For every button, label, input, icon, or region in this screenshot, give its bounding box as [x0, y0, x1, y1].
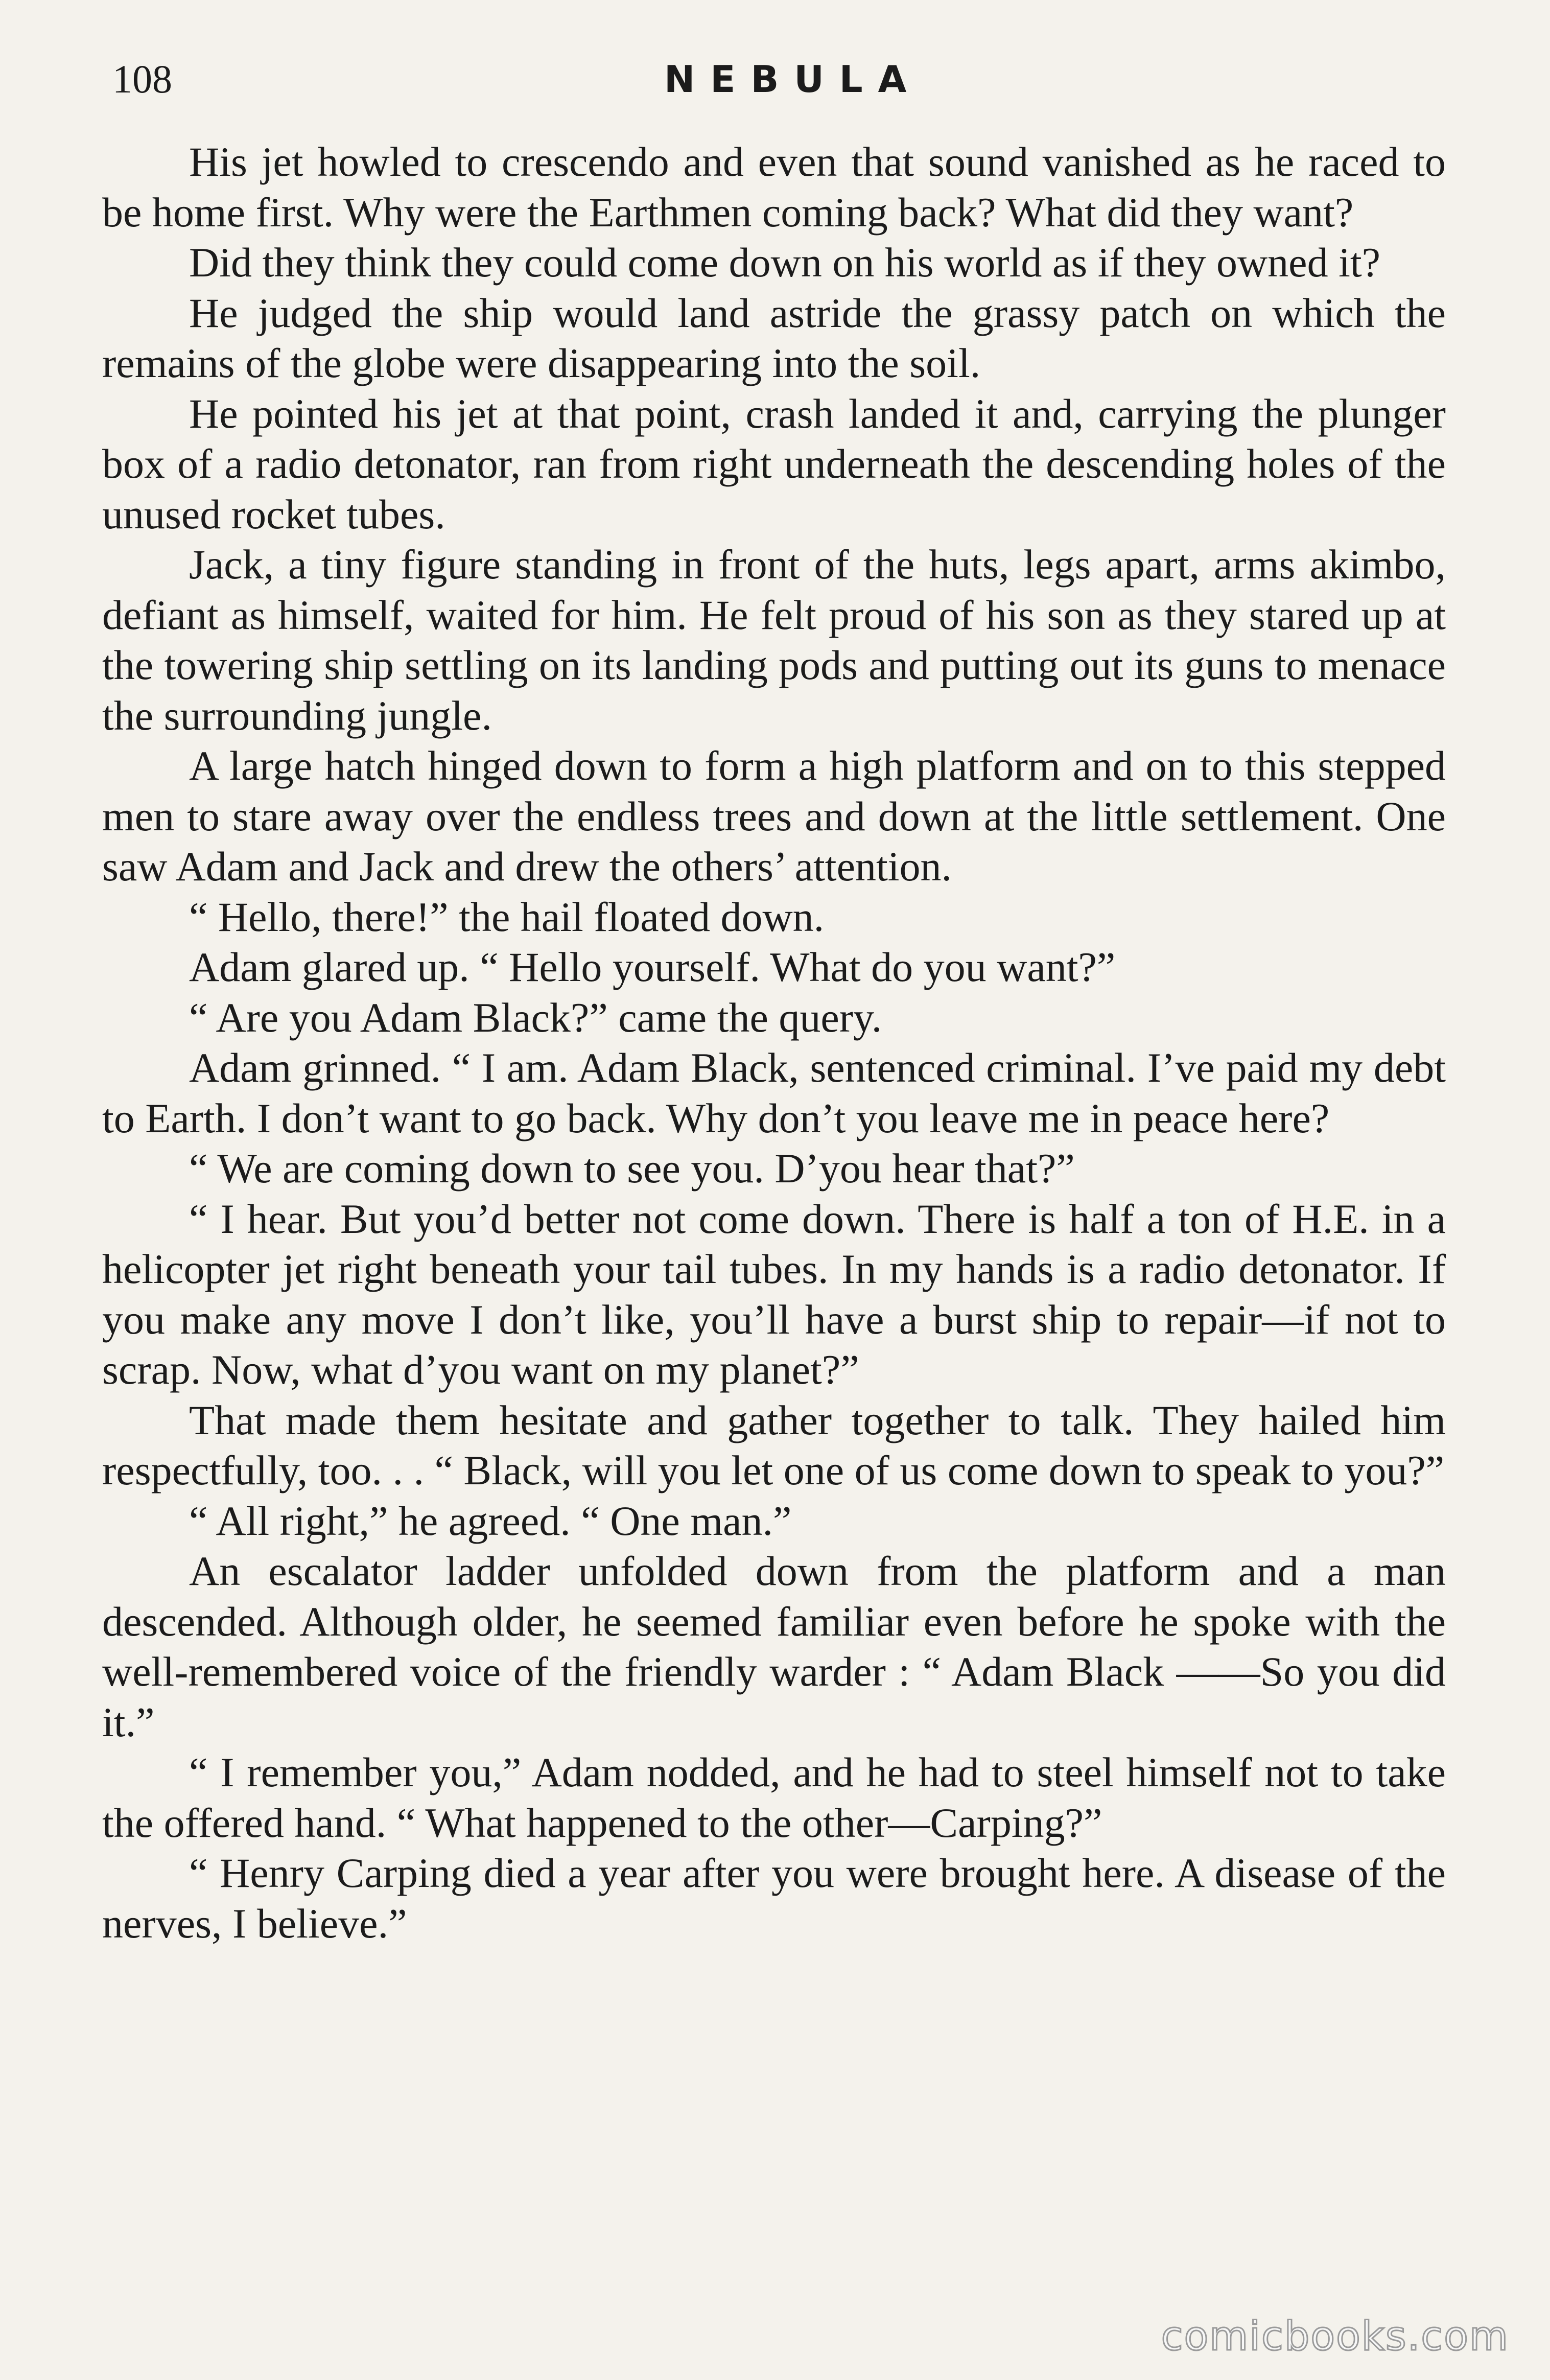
paragraph: He pointed his jet at that point, crash landed it and, carrying the plunger box of a radio detonator, ran from right underneath the descending holes of the unused rocket tubes.	[102, 390, 1446, 538]
paragraph: “ All right,” he agreed. “ One man.”	[189, 1497, 792, 1544]
paragraph: An escalator ladder unfolded down from the platform and a man descended. Although older, he seemed familiar even before he spoke with the well-remembered voice of the friendly warder : “ Adam Black ——So you did it.”	[102, 1548, 1446, 1745]
paragraph: “ Are you Adam Black?” came the query.	[189, 994, 882, 1041]
paragraph: That made them hesitate and gather together to talk. They hailed him respectfully, too. . . “ Black, will you let one of us come down to speak to you?”	[102, 1396, 1446, 1494]
paragraph: “ We are coming down to see you. D’you hear that?”	[189, 1145, 1075, 1192]
paragraph: “ I hear. But you’d better not come down. There is half a ton of H.E. in a helicopter jet right beneath your tail tubes. In my hands is a radio detonator. If you make any move I don’t like, you’ll have a burst ship to repair—if not to scrap. Now, what d’you want on my planet?”	[102, 1195, 1446, 1393]
paragraph: He judged the ship would land astride the grassy patch on which the remains of the globe were disappearing into the soil.	[102, 289, 1446, 386]
paragraph: Adam glared up. “ Hello yourself. What do you want?”	[189, 944, 1116, 990]
paragraph: Jack, a tiny figure standing in front of the huts, legs apart, arms akimbo, defiant as himself, waited for him. He felt proud of his son as they stared up at the towering ship settling on its landing pods and putting out its guns to menace the surrounding jungle.	[102, 541, 1446, 739]
paragraph: A large hatch hinged down to form a high platform and on to this stepped men to stare away over the endless trees and down at the little settlement. One saw Adam and Jack and drew the others’ attention.	[102, 742, 1446, 890]
page-header	[112, 51, 1441, 107]
paragraph: “ Hello, there!” the hail floated down.	[189, 893, 825, 940]
paragraph: Adam grinned. “ I am. Adam Black, sentenced criminal. I’ve paid my debt to Earth. I don’t want to go back. Why don’t you leave me in peace here?	[102, 1044, 1446, 1141]
paragraph: “ I remember you,” Adam nodded, and he had to steel himself not to take the offered hand. “ What happened to the other—Carping?”	[102, 1749, 1446, 1846]
paragraph: “ Henry Carping died a year after you were brought here. A disease of the nerves, I believe.”	[102, 1850, 1446, 1947]
watermark: comicbooks.com	[1161, 2314, 1509, 2360]
body-text	[102, 137, 1446, 1949]
paragraph: Did they think they could come down on his world as if they owned it?	[189, 239, 1381, 286]
page-number: 108	[112, 57, 172, 101]
paragraph: His jet howled to crescendo and even that sound vanished as he raced to be home first. Why were the Earthmen coming back? What did they want?	[102, 138, 1446, 236]
running-title: NEBULA	[664, 58, 922, 101]
